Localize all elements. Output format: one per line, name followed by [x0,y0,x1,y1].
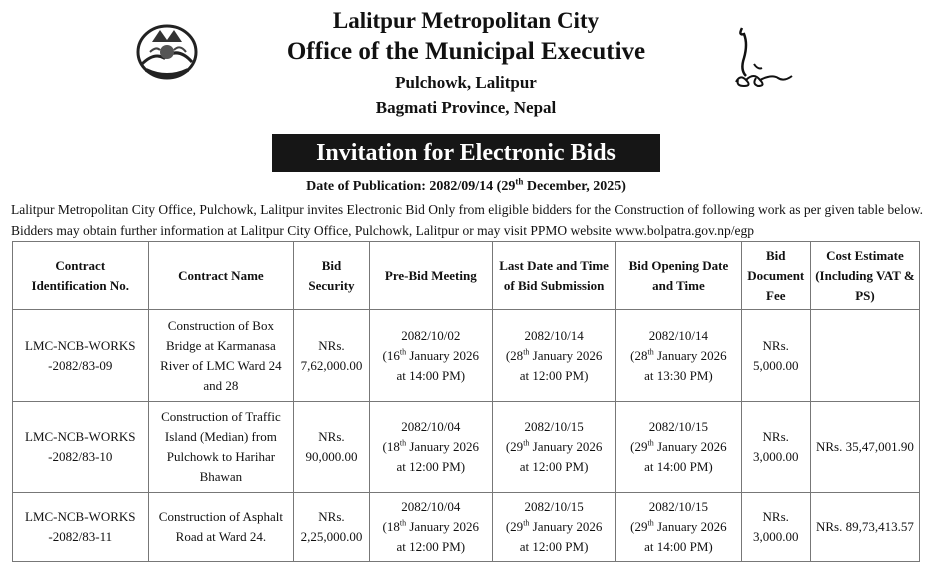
header-opening: Bid Opening Date and Time [616,242,741,310]
opening-cell: 2082/10/15 (29th January 2026 at 14:00 PM) [616,493,741,562]
cost-estimate-cell [810,310,919,402]
contract-name-cell: Construction of Traffic Island (Median) from Pulchowk to Harihar Bhawan [148,402,294,493]
submission-cell: 2082/10/15 (29th January 2026 at 12:00 PM) [492,402,615,493]
bid-table [12,241,920,562]
cost-estimate-cell: NRs. 89,73,413.57 [810,493,919,562]
header-submission: Last Date and Time of Bid Submission [492,242,615,310]
address-line: Pulchowk, Lalitpur [395,73,537,92]
header-bid-security: Bid Security [294,242,369,310]
header-document-fee: Bid Document Fee [741,242,810,310]
table-row [13,493,920,562]
contract-id-cell: LMC-NCB-WORKS -2082/83-11 [13,493,149,562]
province-line: Bagmati Province, Nepal [375,98,557,117]
header-cost-estimate: Cost Estimate (Including VAT & PS) [810,242,919,310]
pre-bid-cell: 2082/10/04 (18th January 2026 at 12:00 PM) [369,402,492,493]
contract-name-cell: Construction of Asphalt Road at Ward 24. [148,493,294,562]
contract-id-cell: LMC-NCB-WORKS -2082/83-09 [13,310,149,402]
document-fee-cell: NRs. 5,000.00 [741,310,810,402]
header-contract-id: Contract Identification No. [13,242,149,310]
letterhead [0,6,932,120]
header-contract-name: Contract Name [148,242,294,310]
contract-id-cell: LMC-NCB-WORKS -2082/83-10 [13,402,149,493]
notice-title-banner: Invitation for Electronic Bids [272,134,660,172]
pre-bid-cell: 2082/10/02 (16th January 2026 at 14:00 PM) [369,310,492,402]
header-pre-bid-meeting: Pre-Bid Meeting [369,242,492,310]
intro-paragraph: Lalitpur Metropolitan City Office, Pulchowk, Lalitpur invites Electronic Bid Only from eligible bidders for the Construction of following work as per given table below. Bidders may obtain further information at Lalitpur City Office, Pulchowk, Lalitpur or may visit PPMO website www.bolpatra.gov.np/egp [11,202,923,238]
cost-estimate-cell: NRs. 35,47,001.90 [810,402,919,493]
document-fee-cell: NRs. 3,000.00 [741,493,810,562]
submission-cell: 2082/10/14 (28th January 2026 at 12:00 PM) [492,310,615,402]
pre-bid-cell: 2082/10/04 (18th January 2026 at 12:00 PM) [369,493,492,562]
office-name: Office of the Municipal Executive [286,38,646,65]
opening-cell: 2082/10/15 (29th January 2026 at 14:00 PM) [616,402,741,493]
city-name: Lalitpur Metropolitan City [332,8,600,33]
contract-name-cell: Construction of Box Bridge at Karmanasa River of LMC Ward 24 and 28 [148,310,294,402]
bid-security-cell: NRs. 90,000.00 [294,402,369,493]
submission-cell: 2082/10/15 (29th January 2026 at 12:00 PM) [492,493,615,562]
table-row [13,310,920,402]
table-row [13,402,920,493]
document-fee-cell: NRs. 3,000.00 [741,402,810,493]
opening-cell: 2082/10/14 (28th January 2026 at 13:30 PM) [616,310,741,402]
bid-security-cell: NRs. 2,25,000.00 [294,493,369,562]
publication-date: Date of Publication: 2082/09/14 (29th December, 2025) [306,176,626,194]
bid-security-cell: NRs. 7,62,000.00 [294,310,369,402]
table-header-row [13,242,920,310]
